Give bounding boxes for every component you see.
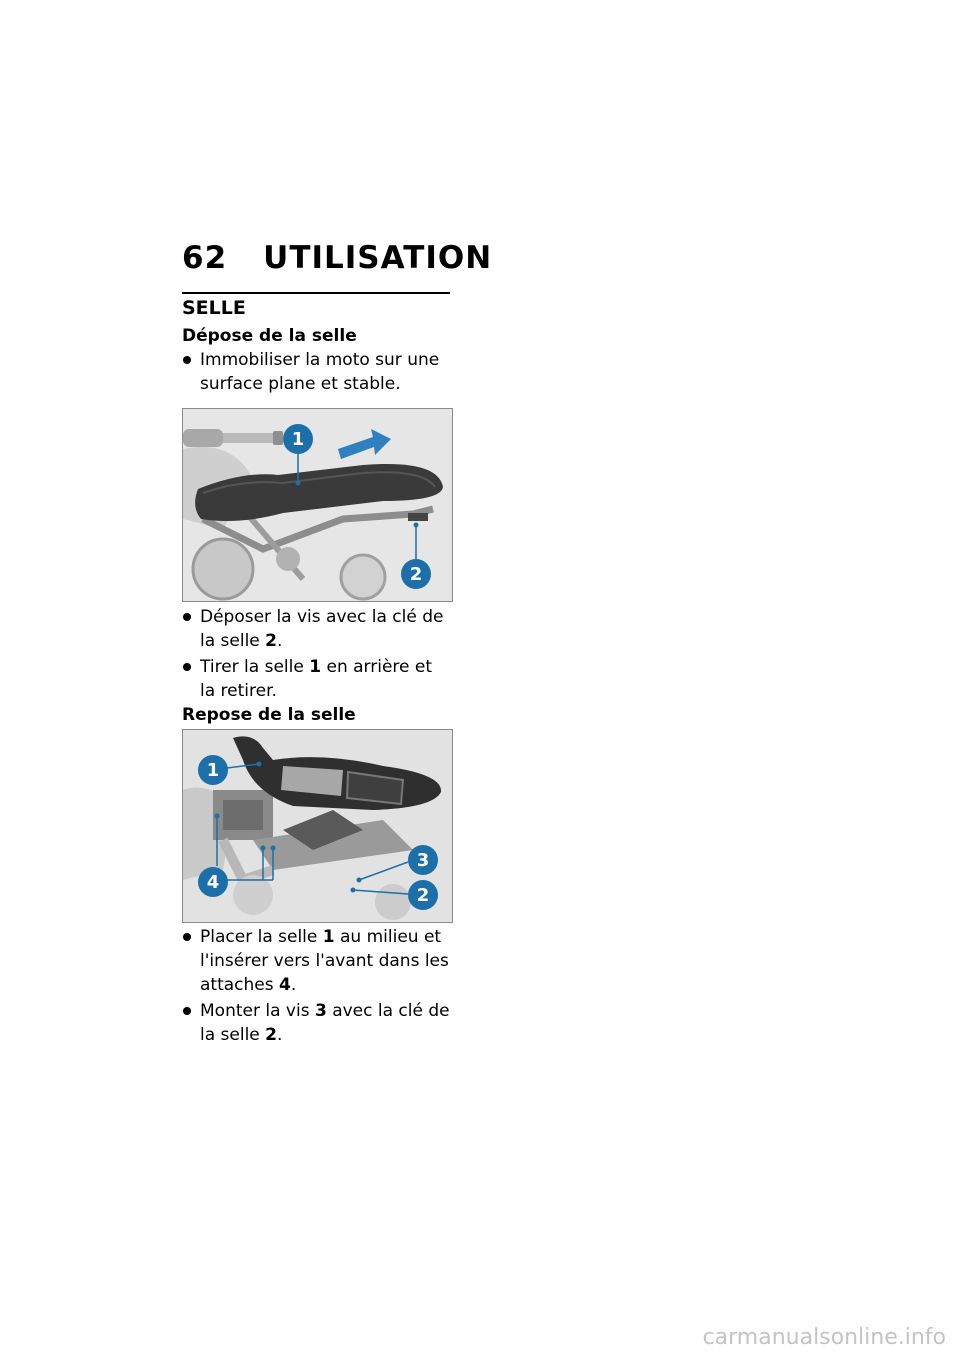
chapter-title: UTILISATION [263,240,493,276]
removal-title: Dépose de la selle [182,326,357,346]
installation-step-2-ref-b: 2 [265,1025,278,1045]
installation-title: Repose de la selle [182,705,356,725]
bullet-icon [183,1007,191,1015]
removal-step-3-text-a: Tirer la selle [200,657,310,677]
removal-step-3-ref: 1 [309,657,322,677]
watermark: carmanualsonline.info [702,1325,946,1350]
installation-step-2-text-b: avec la clé de la selle [200,1001,450,1045]
removal-step-3-text-b: en arrière et la retirer. [200,657,433,701]
figure1-callout-2: 2 [409,564,423,585]
bullet-icon [183,356,191,364]
figure2-callout-3: 3 [416,850,430,871]
installation-steps [182,925,452,1049]
installation-step-1-ref-a: 1 [322,927,335,947]
removal-steps-2 [182,605,452,705]
list-item [182,655,452,703]
bullet-icon [183,613,191,621]
figure2-callout-1: 1 [206,760,220,781]
list-item: Monter la vis 3 avec la clé de la selle 2. [182,999,452,1047]
seat-removal-illustration [182,408,453,602]
removal-step-2-text: Déposer la vis avec la clé de la selle [200,607,444,651]
page-title [182,240,492,276]
installation-step-1-text-b: au milieu et l'insérer vers l'avant dans les attaches [200,927,449,995]
page-number: 62 [182,240,228,276]
bullet-icon [183,933,191,941]
section-title: SELLE [182,297,246,319]
removal-step-2-ref: 2 [265,631,278,651]
list-item: Déposer la vis avec la clé de la selle 2. [182,605,452,653]
title-rule [182,292,450,294]
removal-steps-1 [182,348,452,398]
installation-step-1-ref-b: 4 [279,975,291,995]
seat-installation-illustration [182,729,453,923]
installation-step-1-text-a: Placer la selle [200,927,323,947]
list-item [182,348,452,396]
removal-step-1: Immobiliser la moto sur une surface plane et stable. [200,350,440,394]
figure2-callout-2: 2 [416,885,430,906]
installation-step-2-text-a: Monter la vis [200,1001,315,1021]
list-item: Placer la selle 1 au milieu et l'insérer vers l'avant dans les attaches 4. [182,925,452,997]
bullet-icon [183,663,191,671]
figure1-callout-1: 1 [291,429,305,450]
figure2-callout-4: 4 [206,872,220,893]
installation-step-2-ref-a: 3 [314,1001,327,1021]
